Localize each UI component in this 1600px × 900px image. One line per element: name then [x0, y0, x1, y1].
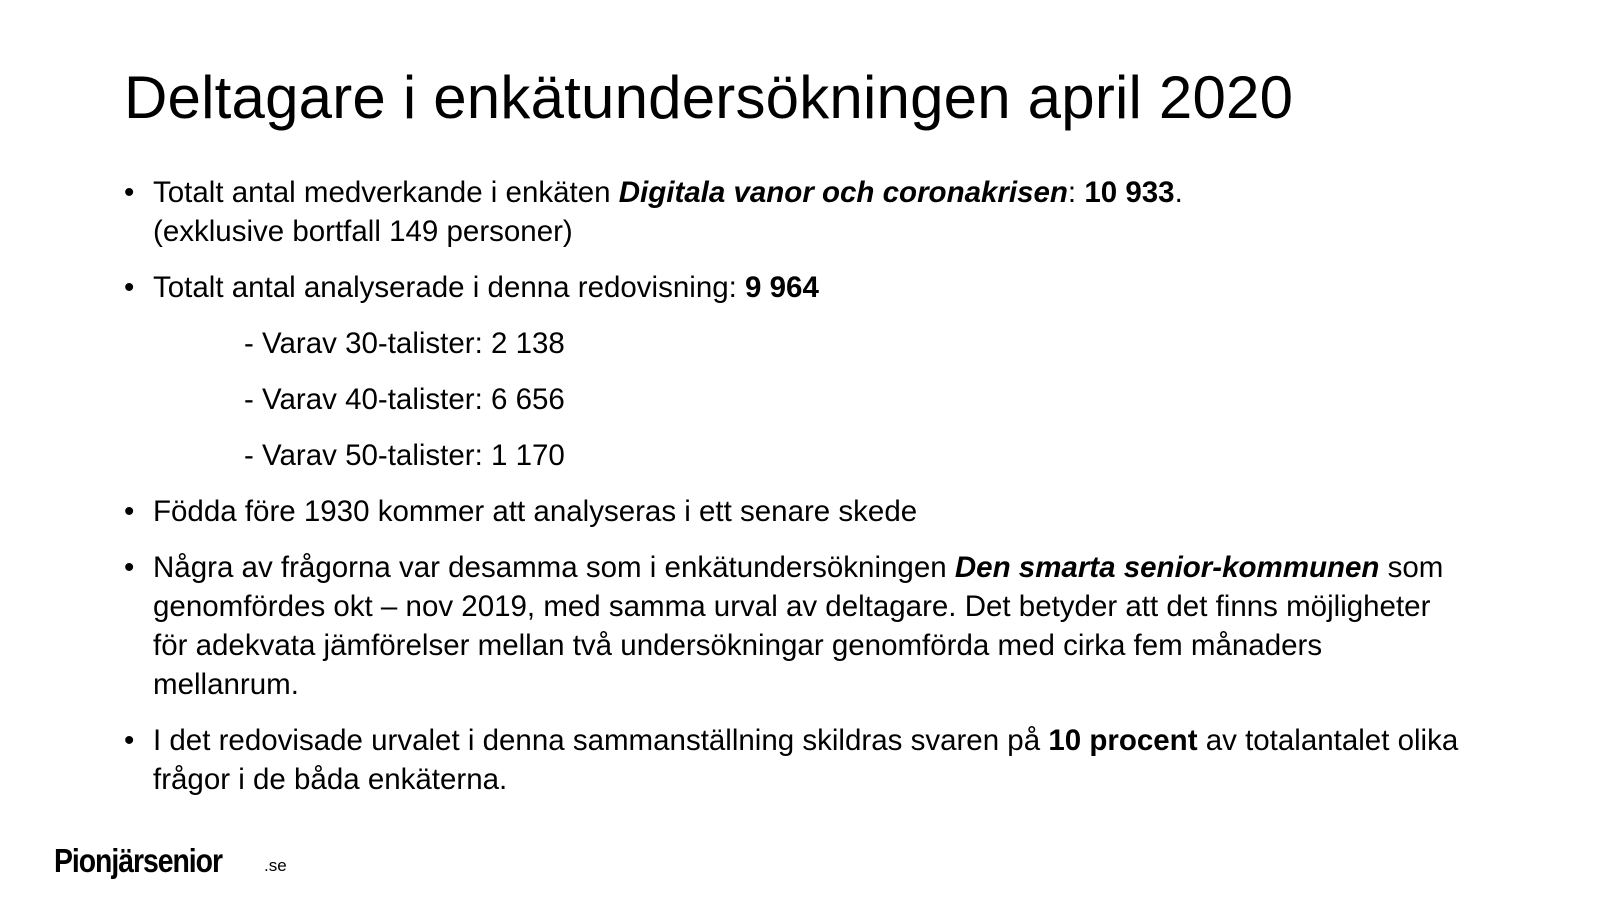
bullet-text: Totalt antal medverkande i enkäten [153, 176, 619, 209]
percent-highlight: 10 procent [1048, 724, 1198, 757]
bullet-text: . [1174, 176, 1183, 209]
sub-item-40-talister: - Varav 40-talister: 6 656 [244, 383, 565, 416]
bullet-marker: • [124, 551, 135, 584]
bullet-item-born-before-1930 [124, 492, 1464, 531]
dropout-note: (exklusive bortfall 149 personer) [153, 215, 573, 248]
pionjarsenior-logo [54, 842, 287, 880]
bullet-text: Födda före 1930 kommer att analyseras i ett senare skede [153, 495, 918, 528]
sub-item-50-talister: - Varav 50-talister: 1 170 [244, 439, 565, 472]
bullet-item-percent-share [124, 721, 1464, 799]
sub-item-30-talister: - Varav 30-talister: 2 138 [244, 327, 565, 360]
bullet-text: Några av frågorna var desamma som i enkätundersökningen [153, 551, 955, 584]
bullet-text: : [1067, 176, 1085, 209]
bullet-text: Totalt antal analyserade i denna redovisning: [153, 271, 746, 304]
participant-count: 10 933 [1084, 176, 1175, 209]
bullet-text: av totalantalet olika frågor i de båda enkäterna. [153, 724, 1459, 796]
bullet-item-analysed-total [124, 268, 1464, 307]
bullet-marker: • [124, 495, 135, 528]
logo-wordmark: Pionjärsenior [54, 842, 222, 879]
survey-name: Den smarta senior-kommunen [954, 551, 1380, 584]
bullet-marker: • [124, 271, 135, 304]
bullet-item-total-participants [124, 173, 1464, 251]
analysed-count: 9 964 [745, 271, 819, 304]
slide-title: Deltagare i enkätundersökningen april 2020 [124, 64, 1294, 131]
bullet-list [124, 173, 1464, 816]
survey-name: Digitala vanor och coronakrisen [618, 176, 1068, 209]
bullet-item-comparison [124, 548, 1464, 704]
bullet-text: som genomfördes okt – nov 2019, med samma urval av deltagare. Det betyder att det finns möjligheter för adekvata jämförelser mellan två undersökningar genomförda med cirka fem månaders mellanrum. [153, 551, 1444, 701]
bullet-text: I det redovisade urvalet i denna sammanställning skildras svaren på [153, 724, 1049, 757]
bullet-marker: • [124, 724, 135, 757]
bullet-marker: • [124, 176, 135, 209]
logo-domain: .se [264, 856, 287, 875]
